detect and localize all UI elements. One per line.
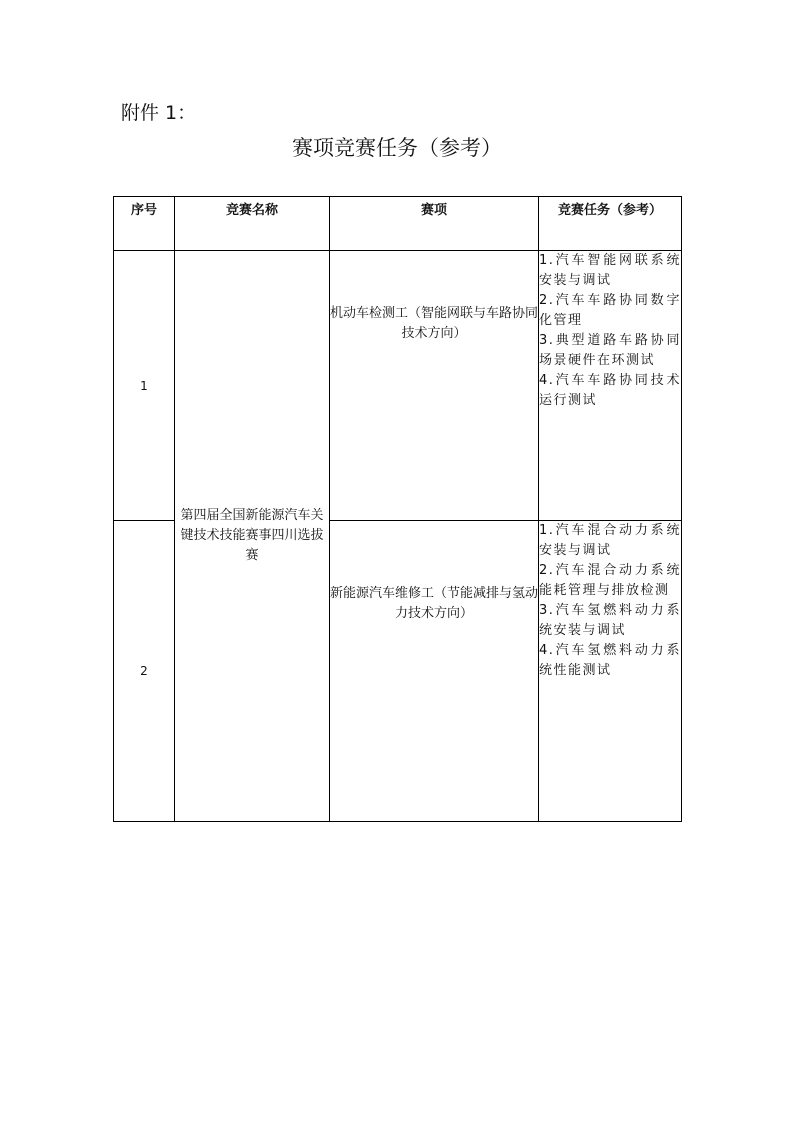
document-title: 赛项竞赛任务（参考） (292, 136, 502, 160)
competition-name: 第四届全国新能源汽车关键技术技能赛事四川选拔赛 (175, 251, 330, 822)
task-item: 2.汽车混合动力系统能耗管理与排放检测 (539, 563, 681, 598)
row-index: 2 (114, 521, 175, 822)
table-row (114, 251, 682, 521)
event-name: 新能源汽车维修工（节能减排与氢动力技术方向） (330, 521, 539, 822)
task-list (539, 251, 682, 521)
task-list (539, 521, 682, 822)
annex-label: 附件 1： (121, 102, 197, 124)
task-item: 1.汽车智能网联系统安装与调试 (539, 253, 681, 288)
header-index: 序号 (114, 197, 175, 251)
task-item: 1.汽车混合动力系统安装与调试 (539, 523, 681, 558)
event-name: 机动车检测工（智能网联与车路协同技术方向） (330, 251, 539, 521)
competition-task-table (113, 196, 682, 822)
task-item: 3.典型道路车路协同场景硬件在环测试 (539, 333, 681, 368)
task-item: 4.汽车车路协同技术运行测试 (539, 373, 681, 408)
row-index: 1 (114, 251, 175, 521)
task-item: 2.汽车车路协同数字化管理 (539, 293, 681, 328)
header-event: 赛项 (330, 197, 539, 251)
task-item: 4.汽车氢燃料动力系统性能测试 (539, 643, 681, 678)
task-item: 3.汽车氢燃料动力系统安装与调试 (539, 603, 681, 638)
header-tasks: 竞赛任务（参考） (539, 197, 682, 251)
table-header-row (114, 197, 682, 251)
header-competition-name: 竞赛名称 (175, 197, 330, 251)
